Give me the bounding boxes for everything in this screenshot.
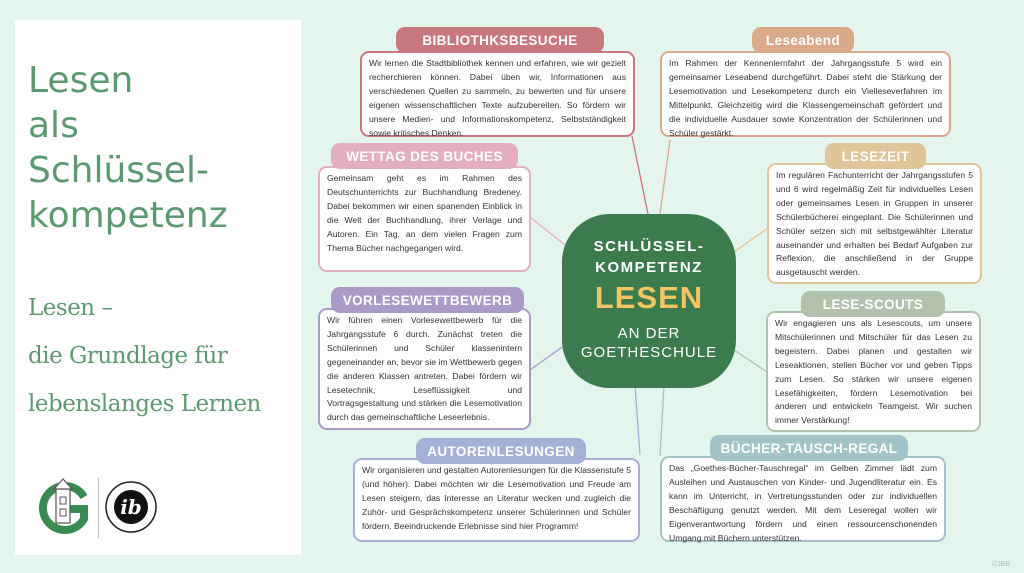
page-subtitle: Lesen – die Grundlage für lebenslanges Lernen [28, 295, 261, 417]
title-vorlese: VORLESEWETTBEWERB [331, 287, 524, 313]
connector-autoren [635, 386, 640, 455]
connector-vorlese [530, 345, 565, 370]
connector-scouts [734, 350, 767, 372]
title-scouts: LESE-SCOUTS [801, 291, 945, 317]
connector-leseabend [660, 140, 670, 214]
connector-welttag [530, 217, 565, 245]
copyright-note: ©JBB [992, 561, 1010, 568]
text-tausch: Das „Goethes-Bücher-Tauschregal“ im Gelben Zimmer lädt zum Ausleihen und Austauschen von Kinder- und Jugendliteratur ein. Es kann im Unterricht, in Vertretungsstunden oder zur individuellen Beschäftigung genutzt werden. Mit dem Leseregal wollen wir Eigenverantwortung fördern und einen ressourcenschonenden Umgang mit Büchern unterstützen. [660, 456, 946, 542]
title-leseabend: Leseabend [752, 27, 854, 53]
central-node [562, 214, 736, 388]
central-node-bottom: AN DER GOETHESCHULE [580, 325, 718, 361]
connector-bibliothek [632, 136, 648, 214]
central-node-top: SCHLÜSSEL- KOMPETENZ [593, 238, 705, 276]
text-scouts: Wir engagieren uns als Lesescouts, um unsere Mitschülerinnen und Mitschüler für das Lesen zu begeistern. Dabei planen und gestalten wir Leseaktionen, stellen Bücher vor und geben Tipps zum Lesen. So stärken wir unsere eigenen Lesefähigkeiten, fördern Lesemotivation bei anderen und entwickeln Teamgeist. Wir suchen immer Verstärkung! [766, 311, 981, 432]
text-welttag: Gemeinsam geht es im Rahmen des Deutschunterrichts zur Buchhandlung Bredeney. Dabei bekommen wir einen spanenden Einblick in die Welt der Buchhandlung, ihrer Verlage und Autoren. Ein Tag, an dem vielen Fragen zum Thema Bücher nachgegangen wird. [318, 166, 531, 272]
svg-text:ib: ib [120, 495, 142, 519]
page-title: Lesen als Schlüssel- kompetenz [28, 60, 228, 236]
text-leseabend: Im Rahmen der Kennenlernfahrt der Jahrgangsstufe 5 wird ein gemeinsamer Leseabend durchgeführt. Dabei steht die Stärkung der Lesemotivation und Lesekompetenz durch ein Vielleseverfahren im Mittelpunkt. Gleichzeitig wird die Klassengemeinschaft gefördert und die individuelle Ausdauer sowie Konzentration der Schülerinnen und Schüler gestärkt. [660, 51, 951, 137]
connector-lesezeit [734, 228, 768, 252]
connector-tausch [660, 386, 664, 456]
central-node-main: LESEN [594, 280, 704, 315]
text-autoren: Wir organisieren und gestalten Autorenlesungen für die Klassenstufe 5 (und höher). Dabei möchten wir die Lesemotivation und Freude am Lesen steigern, das Interesse an Literatur wecken und zugleich die Zuhör- und Gesprächskompetenz unserer Schülerinnen und Schüler fördern. Beeindruckende Erlebnisse sind hier Programm! [353, 458, 640, 542]
text-bibliothek: Wir lernen die Stadtbibliothek kennen und erfahren, wie wir gezielt recherchieren können. Dabei üben wir, Informationen aus verschiedenen Quellen zu sammeln, zu bewerten und für unsere eigenen wissenschaftlichen Texte aufzubereiten. So fördern wir unsere Medien- und Informationskompetenz, Selbstständigkeit sowie kritisches Denken. [360, 51, 635, 137]
text-vorlese: Wir führen einen Vorlesewettbewerb für die Jahrgangsstufe 6 durch. Zunächst treten die Schülerinnen und Schüler klassenintern gegeneinander an, bevor sie im Wettbewerb gegen die anderen Klassen antreten. Dabei fördern wir Lesetechnik, Leseflüssigkeit und Vortragsgestaltung und stärken die Lesemotivation durch das gemeinschaftliche Leseerlebnis. [318, 308, 531, 430]
title-welttag: WETTAG DES BUCHES [331, 143, 518, 169]
title-bibliothek: BIBLIOTHKSBESUCHE [396, 27, 604, 53]
text-lesezeit: Im regulären Fachunterricht der Jahrgangsstufen 5 und 6 wird regelmäßig Zeit für individuelles Lesen oder gemeinsames Lesen in Gruppen in unserer Schülerbücherei eingeplant. Die Schülerinnen und Schüler setzen sich mit selbstgewählter Literatur auseinander und erhalten bei Bedarf Aufgaben zur Reflexion, die anschließend in der Gruppe ausgetauscht werden. [767, 163, 982, 284]
title-lesezeit: LESEZEIT [825, 143, 926, 169]
title-autoren: AUTORENLESUNGEN [416, 438, 586, 464]
title-tausch: BÜCHER-TAUSCH-REGAL [710, 435, 908, 461]
